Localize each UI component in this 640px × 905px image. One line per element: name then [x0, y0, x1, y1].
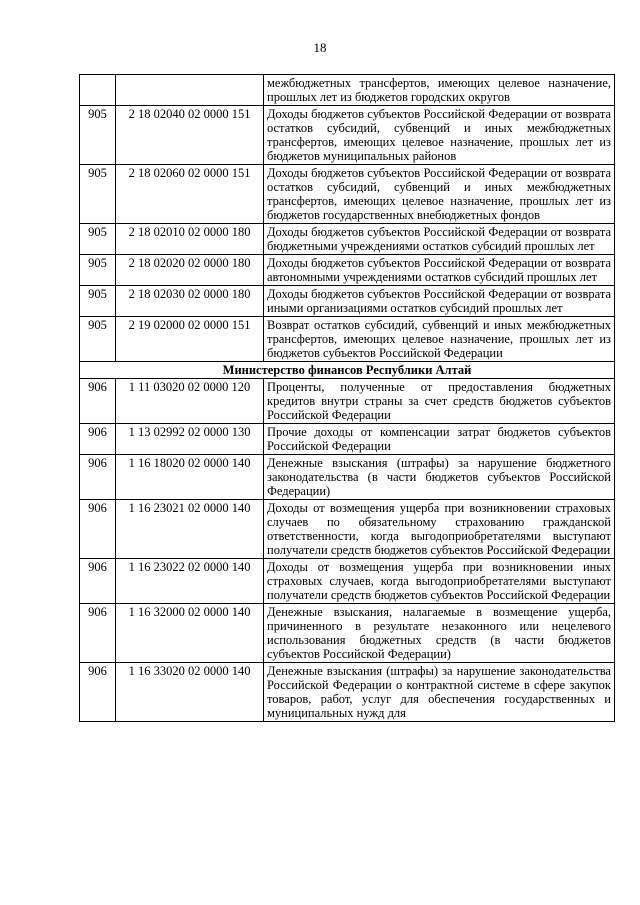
description-cell: Доходы бюджетов субъектов Российской Федерации от возврата бюджетными учреждениями остатков субсидий прошлых лет	[264, 224, 615, 255]
admin-code-cell: 905	[80, 106, 116, 165]
description-cell: Проценты, полученные от предоставления бюджетных кредитов внутри страны за счет средств бюджетов субъектов Российской Федерации	[264, 379, 615, 424]
budget-code-cell: 2 18 02060 02 0000 151	[116, 165, 264, 224]
table-row	[80, 255, 615, 286]
budget-code-cell: 2 18 02010 02 0000 180	[116, 224, 264, 255]
revenue-codes-table	[79, 74, 615, 722]
table-row	[80, 455, 615, 500]
budget-code-cell: 2 18 02040 02 0000 151	[116, 106, 264, 165]
table-row	[80, 379, 615, 424]
table-row	[80, 165, 615, 224]
table-row	[80, 500, 615, 559]
table-row	[80, 75, 615, 106]
table-row	[80, 286, 615, 317]
table-row	[80, 663, 615, 722]
page-number: 18	[313, 40, 327, 55]
description-cell: Денежные взыскания (штрафы) за нарушение законодательства Российской Федерации о контрактной системе в сфере закупок товаров, работ, услуг для обеспечения государственных и муниципальных нужд для	[264, 663, 615, 722]
admin-code-cell: 905	[80, 165, 116, 224]
budget-code-cell: 1 11 03020 02 0000 120	[116, 379, 264, 424]
table-row	[80, 424, 615, 455]
description-cell: межбюджетных трансфертов, имеющих целевое назначение, прошлых лет из бюджетов городских округов	[264, 75, 615, 106]
admin-code-cell: 906	[80, 559, 116, 604]
admin-code-cell: 906	[80, 379, 116, 424]
budget-code-cell	[116, 75, 264, 106]
budget-code-cell: 2 19 02000 02 0000 151	[116, 317, 264, 362]
description-cell: Доходы от возмещения ущерба при возникновении страховых случаев по обязательному страхованию гражданской ответственности, когда выгодоприобретателями выступают получатели средств бюджетов субъектов Российской Федерации	[264, 500, 615, 559]
admin-code-cell: 906	[80, 604, 116, 663]
budget-code-cell: 2 18 02030 02 0000 180	[116, 286, 264, 317]
table-row	[80, 317, 615, 362]
table-row	[80, 604, 615, 663]
admin-code-cell: 906	[80, 424, 116, 455]
description-cell: Прочие доходы от компенсации затрат бюджетов субъектов Российской Федерации	[264, 424, 615, 455]
section-header-row	[80, 362, 615, 379]
budget-code-cell: 1 16 32000 02 0000 140	[116, 604, 264, 663]
admin-code-cell: 906	[80, 500, 116, 559]
description-cell: Денежные взыскания, налагаемые в возмещение ущерба, причиненного в результате незаконного или нецелевого использования бюджетных средств (в части бюджетов субъектов Российской Федерации)	[264, 604, 615, 663]
table-row	[80, 559, 615, 604]
description-cell: Доходы от возмещения ущерба при возникновении иных страховых случаев, когда выгодоприобретателями выступают получатели средств бюджетов субъектов Российской Федерации	[264, 559, 615, 604]
admin-code-cell: 906	[80, 455, 116, 500]
description-cell: Доходы бюджетов субъектов Российской Федерации от возврата остатков субсидий, субвенций и иных межбюджетных трансфертов, имеющих целевое назначение, прошлых лет из бюджетов муниципальных районов	[264, 106, 615, 165]
admin-code-cell: 905	[80, 286, 116, 317]
admin-code-cell	[80, 75, 116, 106]
budget-code-cell: 1 16 23021 02 0000 140	[116, 500, 264, 559]
description-cell: Доходы бюджетов субъектов Российской Федерации от возврата остатков субсидий, субвенций и иных межбюджетных трансфертов, имеющих целевое назначение, прошлых лет из бюджетов государственных внебюджетных фондов	[264, 165, 615, 224]
table-row	[80, 106, 615, 165]
budget-code-cell: 1 16 23022 02 0000 140	[116, 559, 264, 604]
budget-code-cell: 2 18 02020 02 0000 180	[116, 255, 264, 286]
admin-code-cell: 905	[80, 224, 116, 255]
description-cell: Доходы бюджетов субъектов Российской Федерации от возврата автономными учреждениями остатков субсидий прошлых лет	[264, 255, 615, 286]
admin-code-cell: 905	[80, 255, 116, 286]
budget-code-cell: 1 13 02992 02 0000 130	[116, 424, 264, 455]
budget-code-cell: 1 16 18020 02 0000 140	[116, 455, 264, 500]
section-title: Министерство финансов Республики Алтай	[80, 362, 615, 379]
budget-code-cell: 1 16 33020 02 0000 140	[116, 663, 264, 722]
admin-code-cell: 906	[80, 663, 116, 722]
table-row	[80, 224, 615, 255]
description-cell: Денежные взыскания (штрафы) за нарушение бюджетного законодательства (в части бюджетов субъектов Российской Федерации)	[264, 455, 615, 500]
description-cell: Доходы бюджетов субъектов Российской Федерации от возврата иными организациями остатков субсидий прошлых лет	[264, 286, 615, 317]
admin-code-cell: 905	[80, 317, 116, 362]
description-cell: Возврат остатков субсидий, субвенций и иных межбюджетных трансфертов, имеющих целевое назначение, прошлых лет из бюджетов субъектов Российской Федерации	[264, 317, 615, 362]
